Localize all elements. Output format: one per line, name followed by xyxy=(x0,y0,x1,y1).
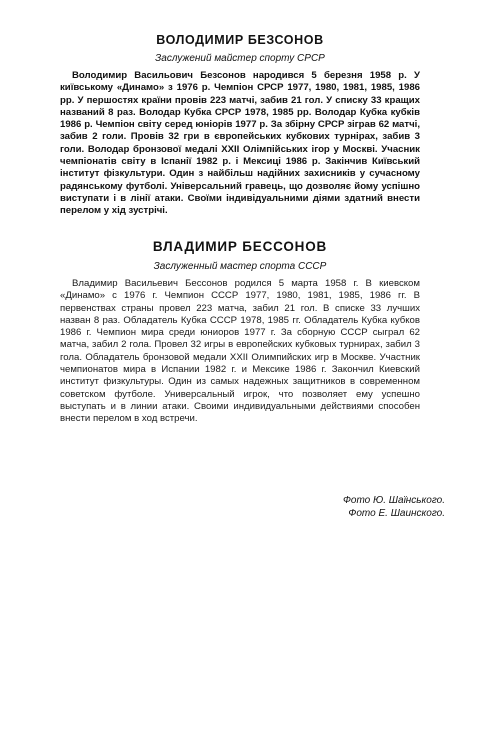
ukrainian-body-text: Володимир Васильович Безсонов народився 5 березня 1958 р. У київському «Динамо» з 1976 р. Чемпіон СРСР 1977, 1980, 1981, 1985, 1986 рр. У першостях країни провів 223 матчі, забив 21 гол. У списку 33 кращих названий 8 раз. Володар Кубка СРСР 1978, 1985 рр. Володар Кубка кубків 1986 р. Чемпіон світу серед юніорів 1977 р. За збірну СРСР зіграв 62 матчі, забив 2 голи. Провів 32 гри в європейських кубкових турнірах, забив 3 голи. Володар бронзової медалі XXII Олімпійських ігор у Москві. Учасник чемпіонатів світу в Іспанії 1982 р. і Мексиці 1986 р. Закінчив Київський інститут фізкультури. Один з найбільш надійних захисників у сучасному радянському футболі. Універсальний гравець, що дозволяє йому успішно виступати і в лінії атаки. Своїми індивідуальними діями здатний внести перелом у хід зустрічі. xyxy=(60,70,420,217)
ukrainian-subtitle: Заслужений майстер спорту СРСР xyxy=(155,53,325,64)
russian-subtitle: Заслуженный мастер спорта СССР xyxy=(153,261,327,272)
photo-credits xyxy=(250,494,445,520)
ukrainian-biography xyxy=(60,32,420,218)
russian-body-text: Владимир Васильевич Бессонов родился 5 марта 1958 г. В киевском «Динамо» с 1976 г. Чемпион СССР 1977, 1980, 1981, 1985, 1986 гг. В первенствах страны провел 223 матча, забил 21 гол. В списке 33 лучших назван 8 раз. Обладатель Кубка СССР 1978, 1985 гг. Обладатель Кубка кубков 1986 г. Чемпион мира среди юниоров 1977 г. За сборную СССР сыграл 62 матча, забил 2 гола. Провел 32 игры в европейских кубковых турнирах, забил 3 гола. Обладатель бронзовой медали XXII Олимпийских игр в Москве. Участник чемпионатов мира в Испании 1982 г. и Мексике 1986 г. Закончил Киевский институт физкультуры. Один из самых надежных защитников в современном советском футболе. Универсальный игрок, что позволяет ему успешно выступать и в линии атаки. Своими индивидуальными действиями способен внести перелом в ход встречи. xyxy=(60,278,420,425)
ukrainian-title: ВОЛОДИМИР БЕЗСОНОВ xyxy=(156,33,324,47)
photo-credit-russian: Фото Е. Шаинского. xyxy=(348,508,445,519)
russian-title: ВЛАДИМИР БЕССОНОВ xyxy=(152,239,328,254)
photo-credit-ukrainian: Фото Ю. Шаїнського. xyxy=(342,495,445,506)
russian-biography xyxy=(60,238,420,426)
